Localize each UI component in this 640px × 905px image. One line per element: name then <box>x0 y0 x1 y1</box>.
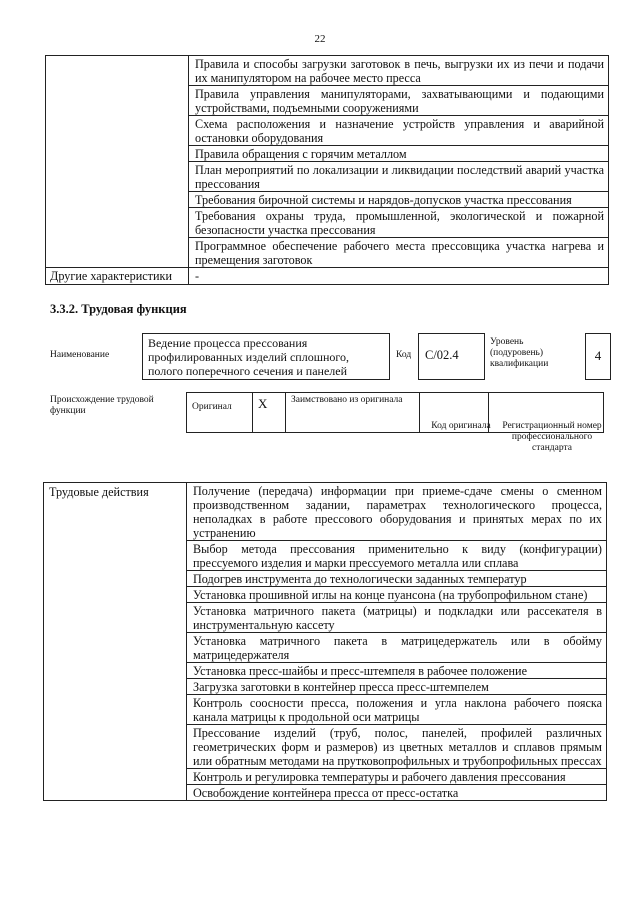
table-row <box>46 268 609 285</box>
table-cell: Требования охраны труда, промышленной, экологической и пожарной безопасности участка прессования <box>189 208 609 238</box>
page-number: 22 <box>314 33 326 45</box>
table-row <box>44 483 607 541</box>
table-cell: Установка матричного пакета в матрицедержатель или в обойму матрицедержателя <box>187 633 607 663</box>
table-cell: Правила и способы загрузки заготовок в печь, выгрузки их из печи и подачи их манипулятором на рабочее место пресса <box>189 56 609 86</box>
table-cell: Освобождение контейнера пресса от пресс-остатка <box>187 785 607 801</box>
knowledge-table <box>45 55 609 285</box>
table-cell: Требования бирочной системы и нарядов-допусков участка прессования <box>189 192 609 208</box>
original-mark: X <box>253 393 286 433</box>
table-cell: Подогрев инструмента до технологически заданных температур <box>187 571 607 587</box>
table-cell: Установка пресс-шайбы и пресс-штемпеля в рабочее положение <box>187 663 607 679</box>
original-label: Оригинал <box>187 393 253 433</box>
other-characteristics-value: - <box>189 268 609 285</box>
origin-label: Происхождение трудовой функции <box>50 395 154 416</box>
borrowed-label: Заимствовано из оригинала <box>286 393 420 433</box>
table-cell: План мероприятий по локализации и ликвидации последствий аварий участка прессования <box>189 162 609 192</box>
table-cell: Установка прошивной иглы на конце пуансона (на трубопрофильном стане) <box>187 587 607 603</box>
table-cell: Программное обеспечение рабочего места прессовщика участка нагрева и премещения заготовок <box>189 238 609 268</box>
code-label: Код <box>396 350 412 360</box>
table-cell-empty <box>46 56 189 268</box>
name-label: Наименование <box>50 350 110 360</box>
code-caption: Код оригинала <box>431 421 491 431</box>
table-cell: Загрузка заготовки в контейнер пресса пресс-штемпелем <box>187 679 607 695</box>
qualification-level-value: 4 <box>585 333 611 380</box>
table-cell: Правила обращения с горячим металлом <box>189 146 609 162</box>
table-cell: Правила управления манипуляторами, захватывающими и подающими устройствами, подъемными сооружениями <box>189 86 609 116</box>
table-cell: Схема расположения и назначение устройств управления и аварийной остановки оборудования <box>189 116 609 146</box>
other-characteristics-label: Другие характеристики <box>46 268 189 285</box>
function-name: Ведение процесса прессования профилированных изделий сплошного, полого поперечного сечения и панелей <box>142 333 390 380</box>
labor-actions-table <box>43 482 607 801</box>
table-row <box>46 56 609 86</box>
table-cell: Получение (передача) информации при приеме-сдаче смены о сменном производственном задании, параметрах технологического процесса, неполадках в работе прессового оборудования и принятых мерах по их устранению <box>187 483 607 541</box>
table-cell: Установка матричного пакета (матрицы) и подкладки или рассекателя в инструментальную кассету <box>187 603 607 633</box>
function-code: С/02.4 <box>418 333 485 380</box>
section-title: 3.3.2. Трудовая функция <box>50 302 187 316</box>
table-cell: Прессование изделий (труб, полос, панелей, профилей различных геометрических форм и размеров) из цветных металлов и сплавов прямым или обратным методами на прутковопрофильных и трубопрофильных прессах <box>187 725 607 769</box>
table-cell: Выбор метода прессования применительно к виду (конфигурации) прессуемого изделия и марки прессуемого металла или сплава <box>187 541 607 571</box>
registration-caption: Регистрационный номер профессионального стандарта <box>502 421 602 453</box>
table-cell: Контроль соосности пресса, положения и угла наклона рабочего пояска канала матрицы к продольной оси матрицы <box>187 695 607 725</box>
qualification-level-label: Уровень (подуровень) квалификации <box>490 337 549 369</box>
labor-actions-label: Трудовые действия <box>44 483 187 801</box>
table-cell: Контроль и регулировка температуры и рабочего давления прессования <box>187 769 607 785</box>
